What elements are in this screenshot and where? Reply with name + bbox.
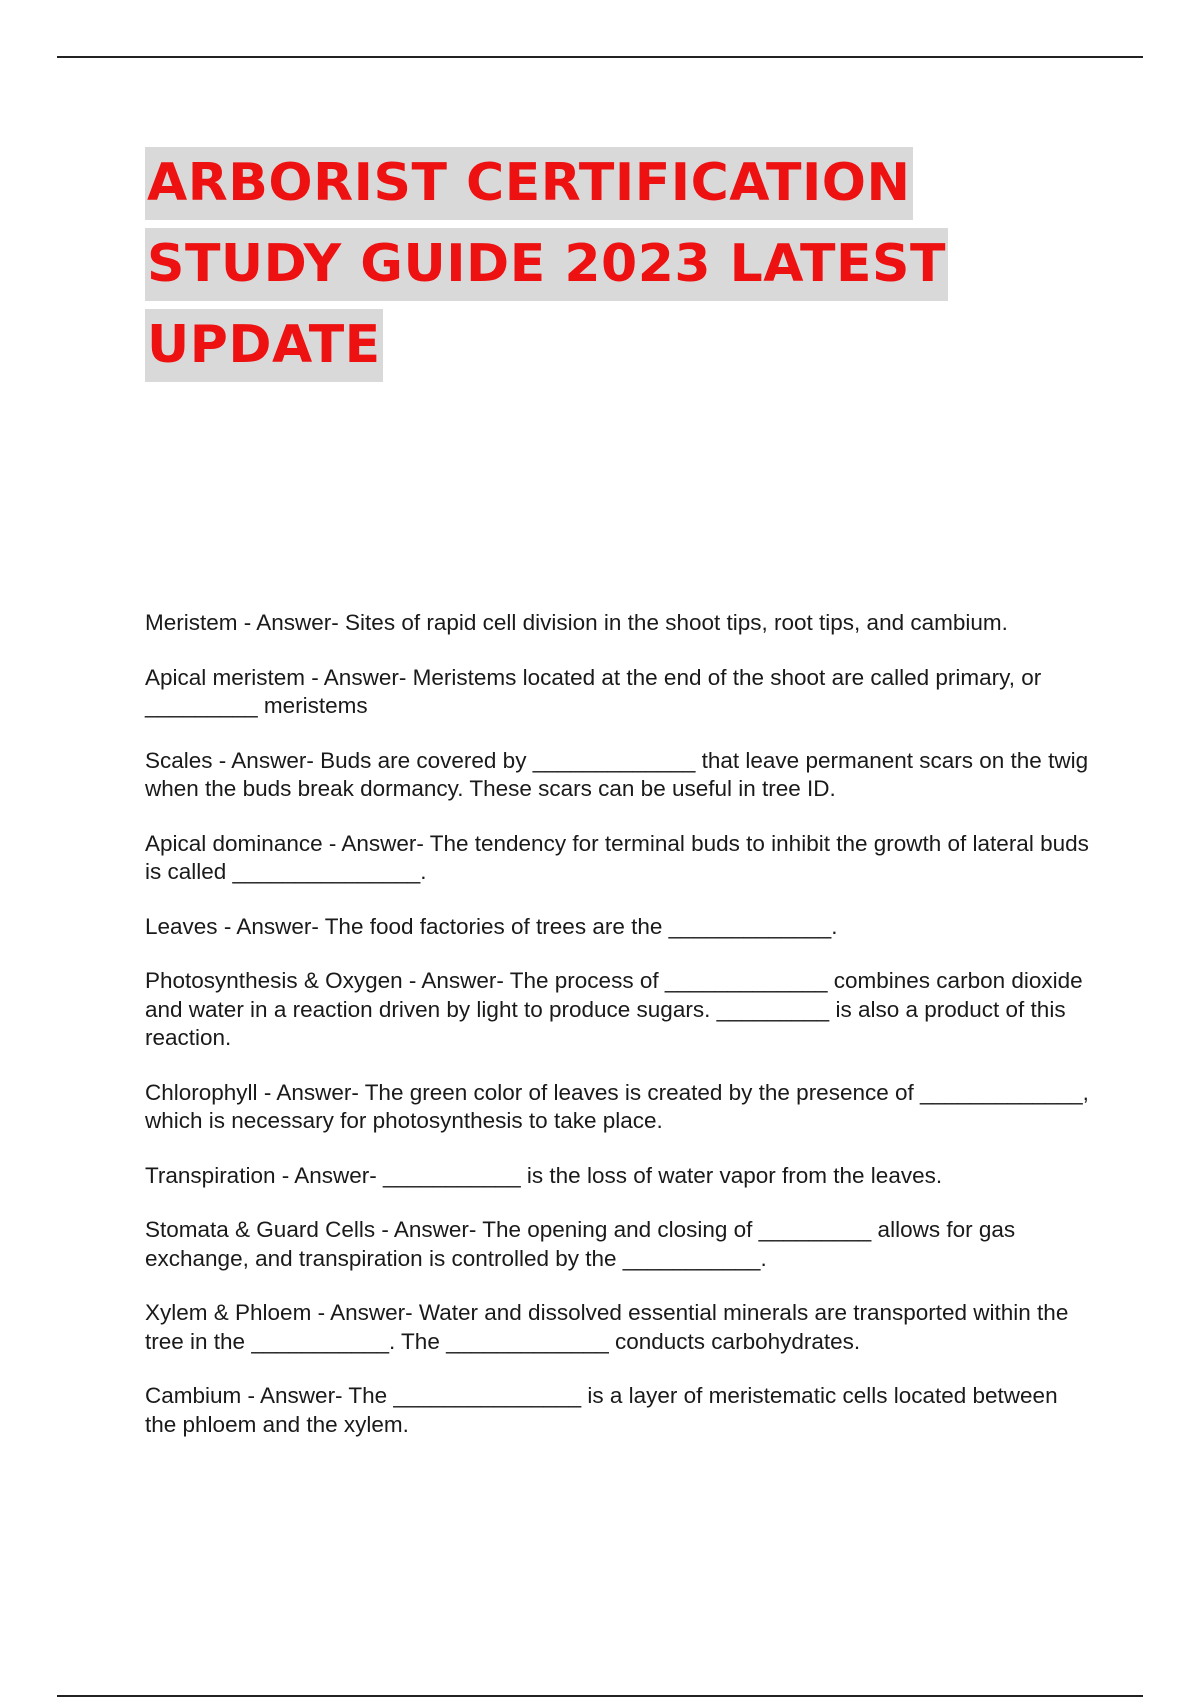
qa-entry-transpiration (145, 1162, 1090, 1191)
entry-separator: - Answer- (212, 747, 321, 773)
entry-answer: The process of _____________ combines carbon dioxide and water in a reaction driven by light to produce sugars. _________ is also a product of this reaction. (145, 968, 1083, 1050)
entry-answer: Buds are covered by _____________ that leave permanent scars on the twig when the buds break dormancy. These scars can be useful in tree ID. (145, 747, 1089, 801)
title-line-2: STUDY GUIDE 2023 LATEST (145, 228, 948, 301)
qa-entry-apical-meristem (145, 664, 1090, 721)
entry-term: Transpiration (145, 1162, 276, 1188)
qa-entry-scales (145, 747, 1090, 804)
entry-answer: The opening and closing of _________ allows for gas exchange, and transpiration is controlled by the ___________. (145, 1217, 1016, 1271)
qa-entry-chlorophyll (145, 1079, 1090, 1136)
entry-separator: - Answer- (375, 1217, 483, 1242)
entry-term: Chlorophyll (145, 1079, 258, 1105)
entry-answer: Meristems located at the end of the shoot are called primary, or _________ meristems (145, 664, 1042, 718)
entry-term: Apical dominance (145, 830, 323, 856)
qa-entry-apical-dominance (145, 830, 1090, 887)
qa-entry-stomata-guard-cells (145, 1216, 1090, 1273)
entry-separator: - Answer- (305, 664, 413, 690)
entry-answer: ___________ is the loss of water vapor from the leaves. (383, 1162, 943, 1188)
entry-separator: - Answer- (322, 830, 430, 856)
entry-answer: The tendency for terminal buds to inhibit the growth of lateral buds is called _______________. (145, 830, 1089, 884)
entry-answer: The _______________ is a layer of meristematic cells located between the phloem and the xylem. (145, 1383, 1058, 1437)
entry-separator: - Answer- (311, 1300, 419, 1325)
entry-answer: The food factories of trees are the _____________. (324, 913, 838, 939)
entry-separator: - Answer- (402, 968, 510, 993)
entry-separator: - Answer- (275, 1162, 384, 1188)
top-rule (57, 56, 1143, 58)
entry-term: Scales (145, 747, 213, 773)
qa-entry-cambium (145, 1382, 1090, 1439)
document-title (145, 147, 1105, 390)
entry-separator: - Answer- (217, 913, 325, 939)
entry-answer: Sites of rapid cell division in the shoot tips, root tips, and cambium. (345, 610, 1008, 635)
entry-term: Leaves (145, 913, 218, 939)
qa-entry-leaves (145, 913, 1090, 942)
qa-entry-meristem (145, 609, 1090, 638)
qa-entry-xylem-phloem (145, 1299, 1090, 1356)
entry-answer: The green color of leaves is created by the presence of _____________, which is necessary for photosynthesis to take place. (145, 1079, 1089, 1133)
title-line-1: ARBORIST CERTIFICATION (145, 147, 913, 220)
entry-term: Photosynthesis & Oxygen (145, 968, 403, 993)
entry-term: Xylem & Phloem (145, 1300, 312, 1325)
qa-entry-list (145, 609, 1090, 1465)
title-line-3: UPDATE (145, 309, 383, 382)
entry-separator: - Answer- (237, 610, 346, 635)
entry-term: Meristem (145, 610, 238, 635)
bottom-rule (57, 1695, 1143, 1697)
qa-entry-photosynthesis-oxygen (145, 967, 1090, 1053)
entry-separator: - Answer- (257, 1079, 365, 1105)
entry-term: Stomata & Guard Cells (145, 1217, 376, 1242)
entry-answer: Water and dissolved essential minerals are transported within the tree in the ___________. The _____________ conducts carbohydrates. (145, 1300, 1069, 1354)
entry-term: Apical meristem (145, 664, 306, 690)
entry-term: Cambium (145, 1383, 242, 1408)
entry-separator: - Answer- (241, 1383, 349, 1408)
